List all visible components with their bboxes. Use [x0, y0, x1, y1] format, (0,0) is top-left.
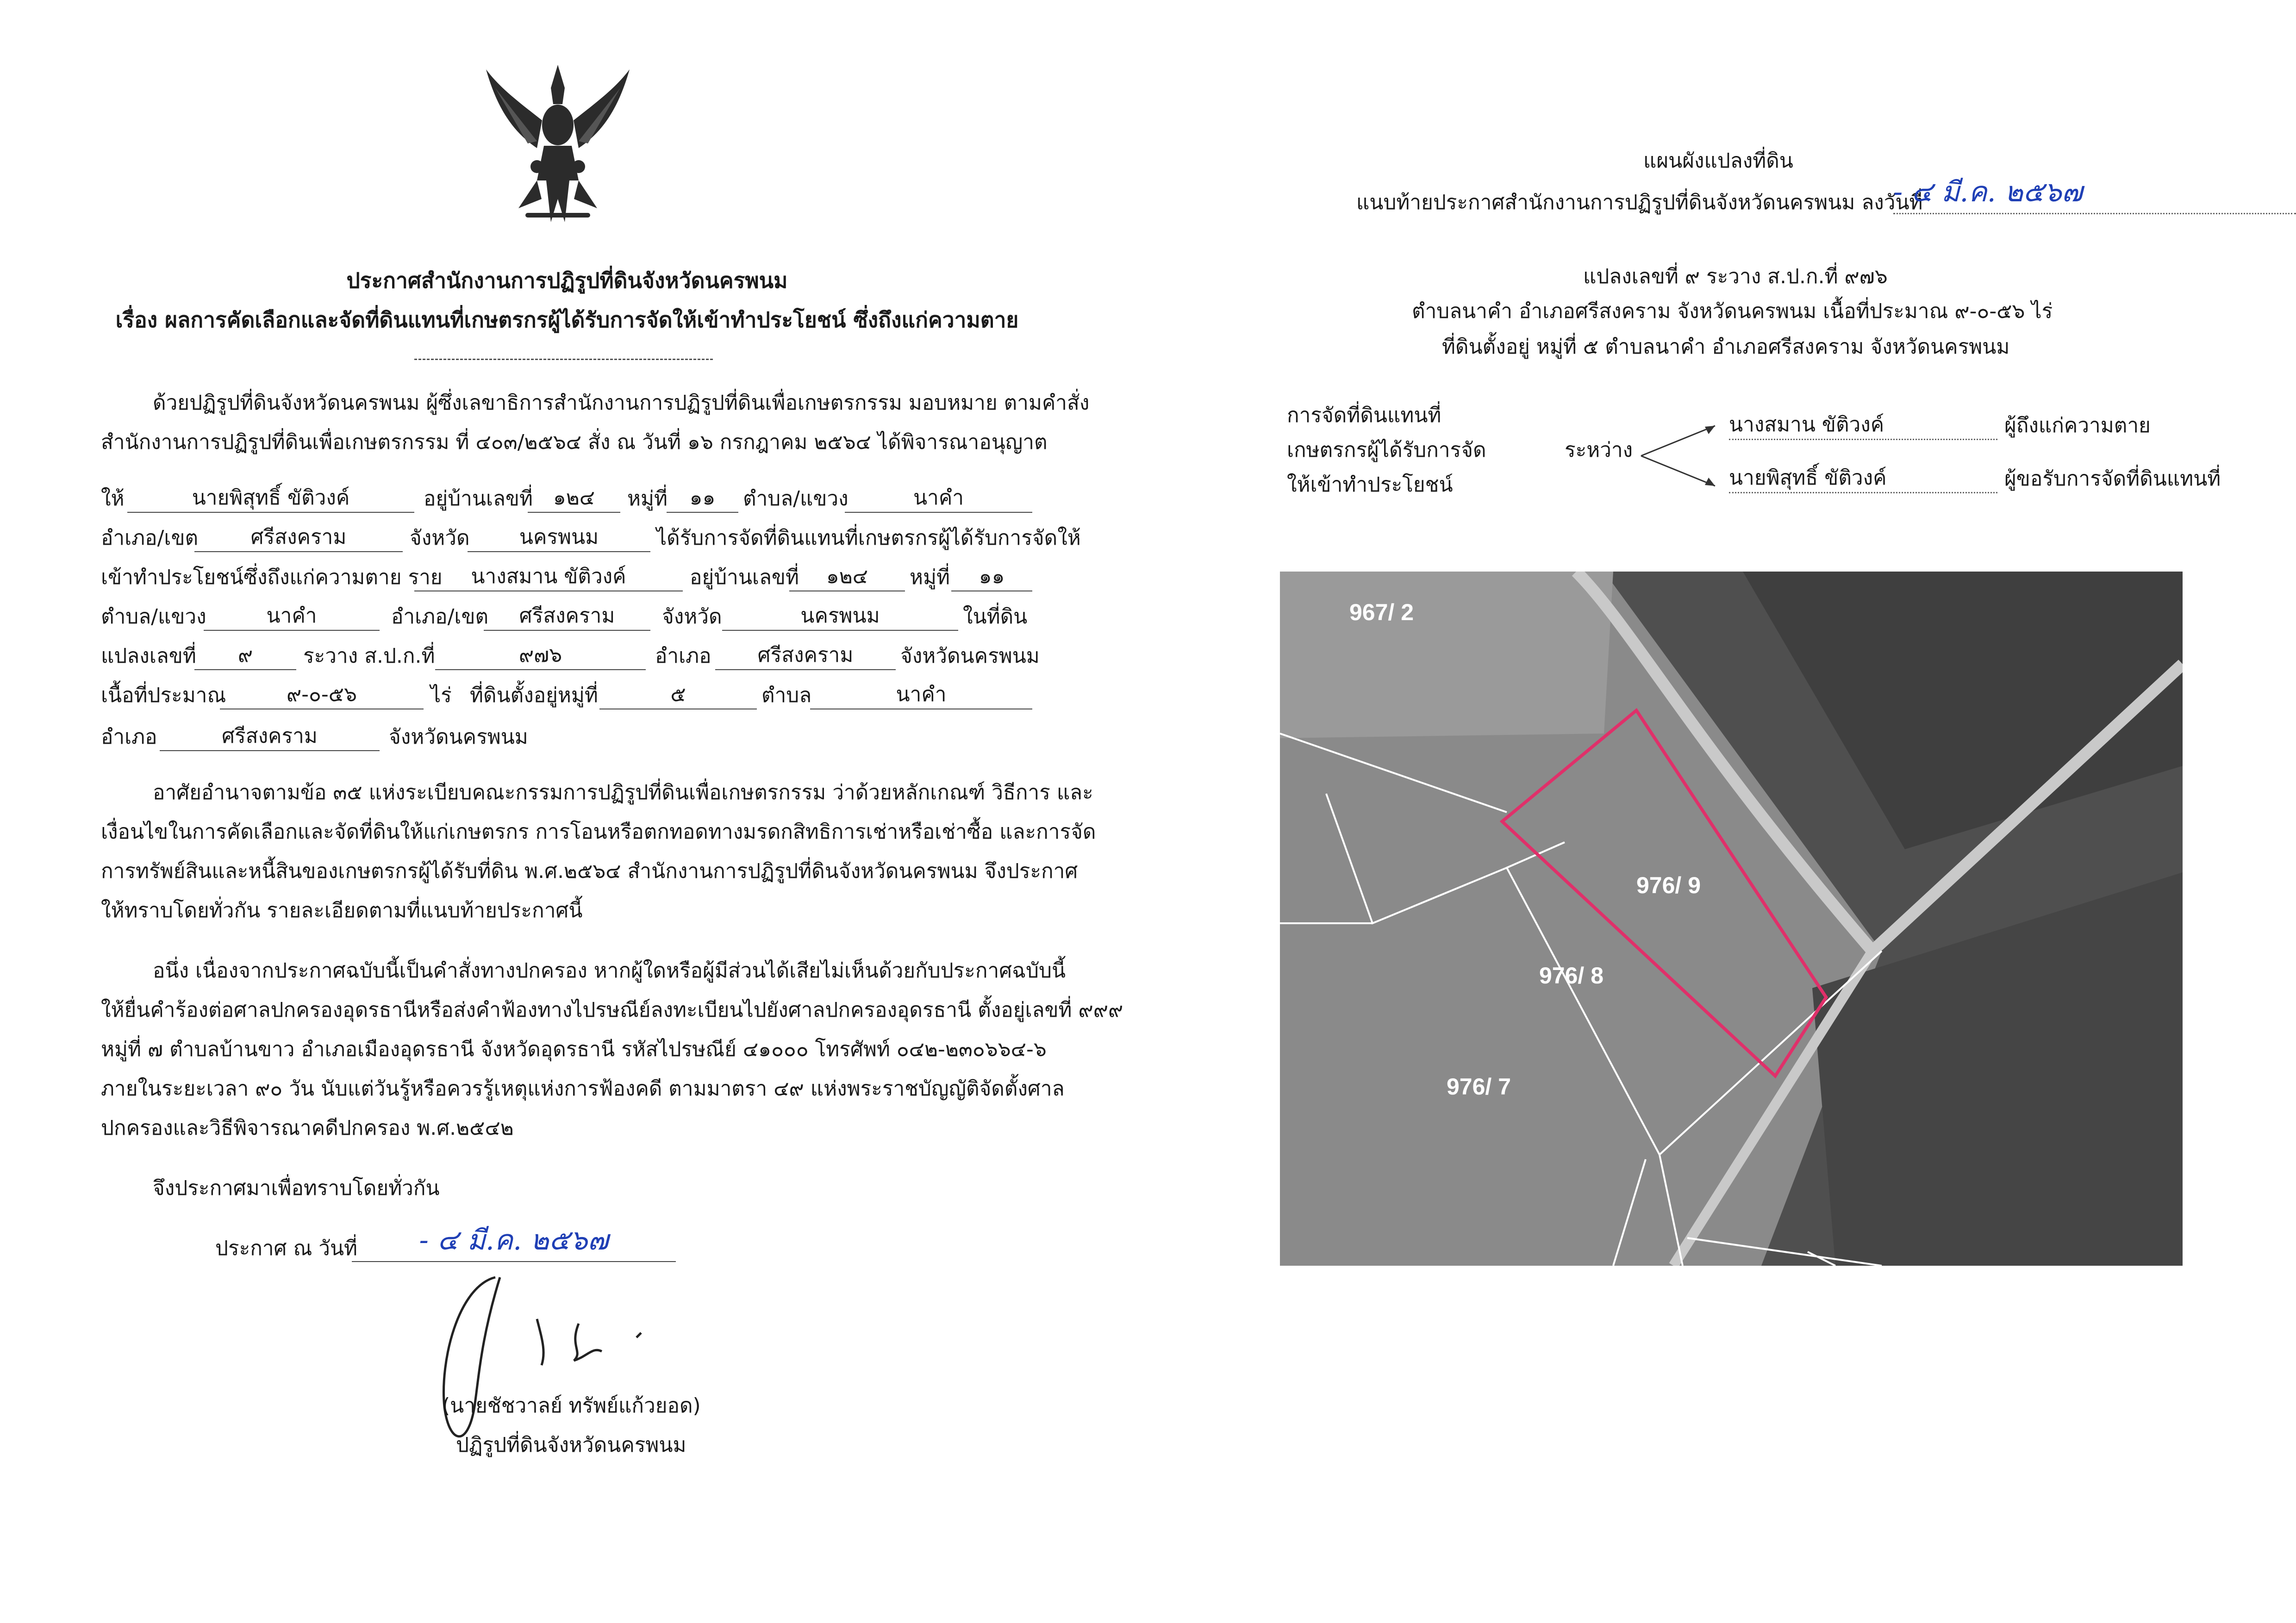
para1-line2: สำนักงานการปฏิรูปที่ดินเพื่อเกษตรกรรม ที่ ๔๐๓/๒๕๖๔ สั่ง ณ วันที่ ๑๖ กรกฎาคม ๒๕๖๔ ได้พิจารณาอนุญาต [101, 430, 1048, 454]
field-moo3: ๕ [599, 682, 757, 709]
province-tail1: จังหวัดนครพนม [900, 644, 1040, 668]
label-house1: อยู่บ้านเลขที่ [424, 487, 533, 510]
label-house2: อยู่บ้านเลขที่ [690, 566, 799, 589]
para3-line2: ให้ยื่นคำร้องต่อศาลปกครองอุดรธานีหรือส่งคำฟ้องทางไปรษณีย์ลงทะเบียนไปยังศาลปกครองอุดรธานี ตั้งอยู่เลขที่ ๙๙๙ [101, 998, 1123, 1022]
field-rawang: ๙๗๖ [435, 642, 646, 670]
map-label-967-2: 967/ 2 [1349, 599, 1414, 625]
aerial-plot-map [1280, 572, 2183, 1266]
signer-title: ปฏิรูปที่ดินจังหวัดนครพนม [456, 1433, 686, 1457]
label-tambon3: ตำบล [761, 684, 812, 707]
map-label-976-9: 976/ 9 [1636, 872, 1701, 898]
field-amphoe1: ศรีสงคราม [194, 524, 403, 552]
label-tambon1: ตำบล/แขวง [743, 487, 849, 510]
field-moo1: ๑๑ [667, 485, 738, 513]
para3-line3: หมู่ที่ ๗ ตำบลบ้านขาว อำเภอเมืองอุดรธานี จังหวัดอุดรธานี รหัสไปรษณีย์ ๔๑๐๐๐ โทรศัพท์ ๐๔๒-๒๓๐๖๖๔-๖ [101, 1038, 1047, 1061]
arrow-diagram [1636, 417, 1724, 495]
field-tambon3: นาคำ [810, 682, 1032, 709]
para3-line4: ภายในระยะเวลา ๙๐ วัน นับแต่วันรู้หรือควรรู้เหตุแห่งการฟ้องคดี ตามมาตรา ๔๙ แห่งพระราชบัญญัติจัดตั้งศาล [101, 1077, 1065, 1101]
para3-line5: ปกครองและวิธีพิจารณาคดีปกครอง พ.ศ.๒๕๔๒ [101, 1116, 514, 1140]
alloc-label-2: เกษตรกรผู้ได้รับการจัด [1287, 438, 1486, 462]
person2-role: ผู้ขอรับการจัดที่ดินแทนที่ [2004, 467, 2221, 491]
location-line: ที่ดินตั้งอยู่ หมู่ที่ ๕ ตำบลนาคำ อำเภอศรีสงคราม จังหวัดนครพนม [1442, 335, 2010, 359]
garuda-emblem-icon [481, 60, 634, 236]
between-label: ระหว่าง [1565, 438, 1633, 462]
person1-role: ผู้ถึงแก่ความตาย [2004, 414, 2151, 437]
announcement-page [0, 0, 1134, 1623]
line5-prefix: เข้าทำประโยชน์ซึ่งถึงแก่ความตาย ราย [101, 566, 443, 589]
alloc-label-1: การจัดที่ดินแทนที่ [1287, 404, 1441, 427]
label-tambon2: ตำบล/แขวง [101, 605, 206, 628]
field-amphoe2: ศรีสงคราม [484, 603, 650, 631]
map-label-976-7: 976/ 7 [1447, 1074, 1511, 1100]
field-amphoe3: ศรีสงคราม [715, 642, 896, 670]
para1-line1: ด้วยปฏิรูปที่ดินจังหวัดนครพนม ผู้ซึ่งเลขาธิการสำนักงานการปฏิรูปที่ดินเพื่อเกษตรกรรม มอบหมาย ตามคำสั่ง [153, 391, 1090, 415]
label-province1: จังหวัด [410, 526, 470, 550]
map-label-976-8: 976/ 8 [1539, 963, 1604, 989]
date-value: - ๔ มี.ค. ๒๕๖๗ [352, 1224, 676, 1262]
field-moo2: ๑๑ [951, 564, 1032, 591]
para2-line3: การทรัพย์สินและหนี้สินของเกษตรกรผู้ได้รับที่ดิน พ.ศ.๒๕๖๔ สำนักงานการปฏิรูปที่ดินจังหวัดนครพนม จึงประกาศ [101, 859, 1078, 883]
field-house1: ๑๒๔ [528, 485, 620, 513]
field-province2: นครพนม [722, 603, 958, 631]
attach-date: - ๔ มี.ค. ๒๕๖๗ [1893, 176, 2296, 214]
province-tail2: จังหวัดนครพนม [389, 725, 528, 749]
attach-label: แนบท้ายประกาศสำนักงานการปฏิรูปที่ดินจังหวัดนครพนม ลงวันที่ [1356, 191, 1923, 214]
label-moo2: หมู่ที่ [910, 566, 950, 589]
field-tambon2: นาคำ [204, 603, 380, 631]
map-title: แผนผังแปลงที่ดิน [1643, 149, 1793, 173]
label-located: ที่ดินตั้งอยู่หมู่ที่ [470, 684, 598, 707]
label-amphoe2: อำเภอ/เขต [391, 605, 489, 628]
tambon-line: ตำบลนาคำ อำเภอศรีสงคราม จังหวัดนครพนม เนื้อที่ประมาณ ๙-๐-๕๖ ไร่ [1412, 299, 2053, 323]
closing-text: จึงประกาศมาเพื่อทราบโดยทั่วกัน [153, 1176, 440, 1200]
para2-line1: อาศัยอำนาจตามข้อ ๓๕ แห่งระเบียบคณะกรรมการปฏิรูปที่ดินเพื่อเกษตรกรรม ว่าด้วยหลักเกณฑ์ วิธีการ และ [153, 781, 1093, 804]
para3-line1: อนึ่ง เนื่องจากประกาศฉบับนี้เป็นคำสั่งทางปกครอง หากผู้ใดหรือผู้มีส่วนได้เสียไม่เห็นด้วยกับประกาศฉบับนี้ [153, 959, 1066, 983]
field-tambon1: นาคำ [845, 485, 1032, 513]
label-rai: ไร่ [430, 684, 452, 707]
para2-line2: เงื่อนไขในการคัดเลือกและจัดที่ดินให้แก่เกษตรกร การโอนหรือตกทอดทางมรดกสิทธิการเช่าหรือเช่าซื้อ และการจัด [101, 820, 1096, 844]
title-separator [414, 359, 713, 360]
alloc-label-3: ให้เข้าทำประโยชน์ [1287, 473, 1453, 497]
label-area: เนื้อที่ประมาณ [101, 684, 226, 707]
person1-name: นางสมาน ขัติวงค์ [1729, 412, 1997, 440]
label-amphoe1: อำเภอ/เขต [101, 526, 199, 550]
label-moo1: หมู่ที่ [627, 487, 668, 510]
para2-line4: ให้ทราบโดยทั่วกัน รายละเอียดตามที่แนบท้ายประกาศนี้ [101, 899, 583, 922]
label-amphoe4: อำเภอ [101, 725, 157, 749]
label-amphoe3: อำเภอ [655, 644, 711, 668]
field-province1: นครพนม [468, 524, 650, 552]
label-rawang: ระวาง ส.ป.ก.ที่ [303, 644, 435, 668]
label-province2: จังหวัด [662, 605, 722, 628]
person2-name: นายพิสุทธิ์ ขัติวงค์ [1729, 465, 1997, 493]
line4-tail: ได้รับการจัดที่ดินแทนที่เกษตรกรผู้ได้รับการจัดให้ [656, 526, 1081, 550]
label-plot: แปลงเลขที่ [101, 644, 196, 668]
label-give: ให้ [101, 487, 125, 510]
field-name2: นางสมาน ขัติวงค์ [414, 564, 683, 591]
plot-line: แปลงเลขที่ ๙ ระวาง ส.ป.ก.ที่ ๙๗๖ [1583, 265, 1888, 288]
announcement-title: ประกาศสำนักงานการปฏิรูปที่ดินจังหวัดนครพนม [346, 268, 788, 293]
field-amphoe4: ศรีสงคราม [160, 723, 380, 751]
date-label: ประกาศ ณ วันที่ [215, 1237, 358, 1260]
line6-tail: ในที่ดิน [963, 605, 1028, 628]
signer-name: (นายชัชวาลย์ ทรัพย์แก้วยอด) [442, 1394, 701, 1418]
field-name1: นายพิสุทธิ์ ขัติวงค์ [127, 485, 414, 513]
field-area: ๙-๐-๕๖ [220, 682, 424, 709]
announcement-subject: เรื่อง ผลการคัดเลือกและจัดที่ดินแทนที่เกษตรกรผู้ได้รับการจัดให้เข้าทำประโยชน์ ซึ่งถึงแก่ความตาย [115, 307, 1019, 332]
field-house2: ๑๒๔ [789, 564, 905, 591]
field-plot: ๙ [194, 642, 296, 670]
